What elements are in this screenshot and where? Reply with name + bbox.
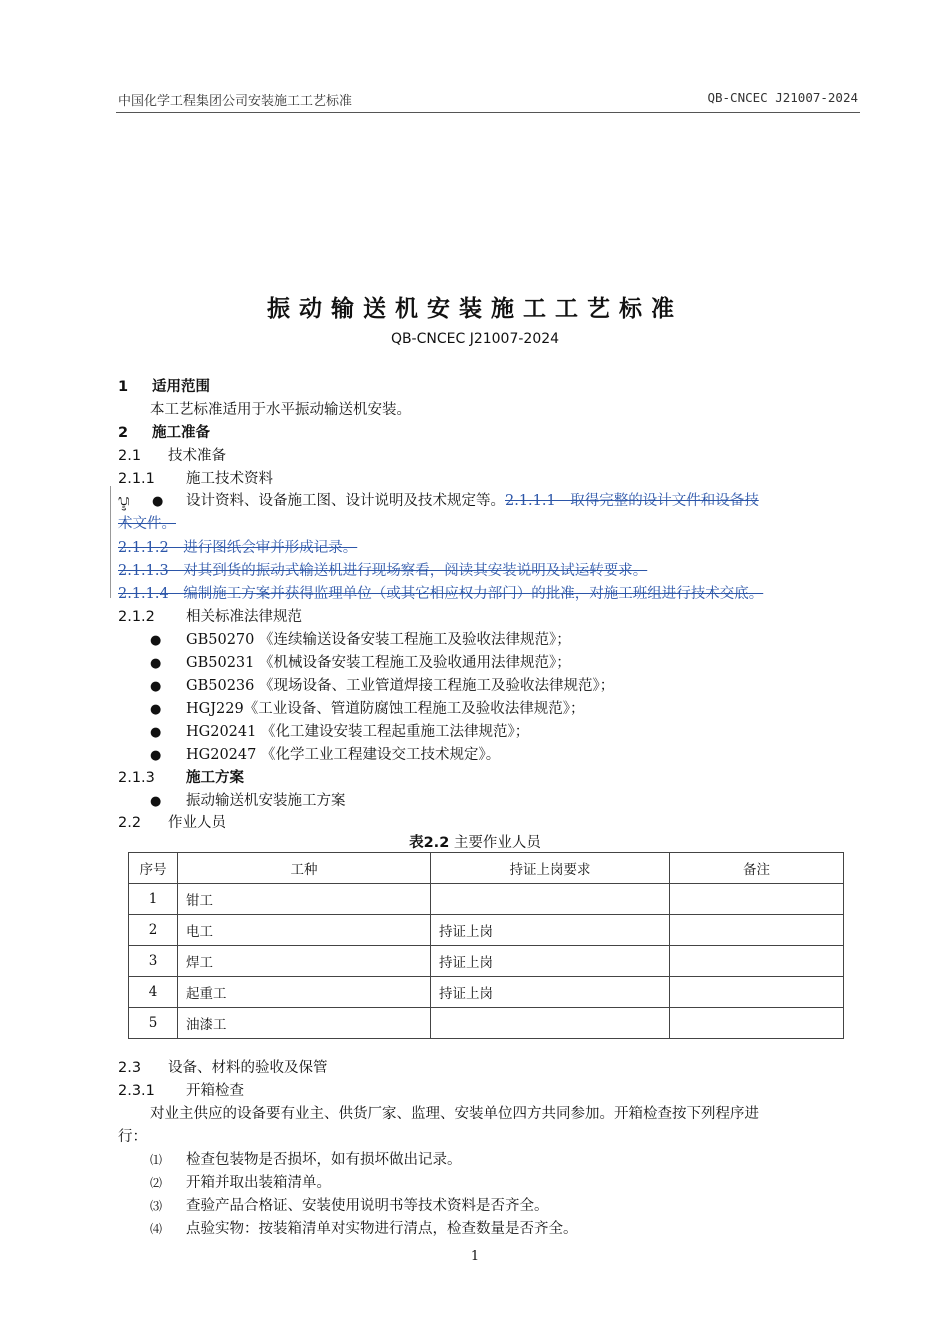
column-header: 工种 <box>178 853 431 884</box>
tech-item: ᬋ ● 设计资料、设备施工图、设计说明及技术规定等。2.1.1.1 取得完整的设计文件和设备技 <box>118 489 759 516</box>
bullet-icon: ● <box>150 748 162 763</box>
standard-item: ● GB50236 《现场设备、工业管道焊接工程施工及验收法律规范》； <box>150 678 615 694</box>
deleted-text: 2.1.1.4 编制施工方案并获得监理单位（或其它相应权力部门）的批准，对施工班组进行技术交底。 <box>118 586 764 602</box>
section-2-3-1-heading: 2.3.1 开箱检查 <box>118 1083 244 1099</box>
document-title: 振动输送机安装施工工艺标准 <box>267 296 683 322</box>
step-number: ⑵ <box>150 1176 163 1190</box>
bullet-icon: ● <box>150 633 162 648</box>
section-1-text: 本工艺标准适用于水平振动输送机安装。 <box>150 402 411 418</box>
header-left: 中国化学工程集团公司安装施工工艺标准 <box>118 94 353 109</box>
standard-item: ● GB50270 《连续输送设备安装工程施工及验收法律规范》； <box>150 632 571 648</box>
section-2-1-2-heading: 2.1.2 相关标准法律规范 <box>118 609 302 625</box>
procedure-step: ⑴ 检查包装物是否损坏，如有损坏做出记录。 <box>150 1152 462 1168</box>
standard-item: ● HG20241 《化工建设安装工程起重施工法律规范》； <box>150 724 530 740</box>
step-number: ⑴ <box>150 1153 163 1167</box>
section-2-3-heading: 2.3 设备、材料的验收及保管 <box>118 1060 328 1076</box>
table-row: 2 电工 持证上岗 <box>129 915 844 946</box>
table-header-row <box>129 853 844 884</box>
procedure-step: ⑶ 查验产品合格证、安装使用说明书等技术资料是否齐全。 <box>150 1198 549 1214</box>
deleted-text: 2.1.1.2 进行图纸会审并形成记录。 <box>118 540 358 556</box>
header-right: QB-CNCEC J21007-2024 <box>707 90 858 105</box>
document-code: QB-CNCEC J21007-2024 <box>390 331 560 347</box>
table-row: 1 钳工 <box>129 884 844 915</box>
table-caption: 表2.2 主要作业人员 <box>409 835 541 851</box>
personnel-table <box>128 852 844 1039</box>
section-2-1-3-heading: 2.1.3 施工方案 <box>118 770 244 786</box>
bullet-icon: ● <box>150 656 162 671</box>
step-number: ⑶ <box>150 1199 163 1213</box>
procedure-step: ⑵ 开箱并取出装箱清单。 <box>150 1175 331 1191</box>
revision-bar <box>110 486 111 598</box>
standard-item: ● GB50231 《机械设备安装工程施工及验收通用法律规范》； <box>150 655 571 671</box>
table-row: 3 焊工 持证上岗 <box>129 946 844 977</box>
deleted-text: 术文件。 <box>118 516 176 532</box>
bullet-icon: ● <box>150 702 162 717</box>
standard-item: ● HGJ229《工业设备、管道防腐蚀工程施工及验收法律规范》； <box>150 701 585 717</box>
step-number: ⑷ <box>150 1222 163 1236</box>
section-2-heading: 2 施工准备 <box>118 425 210 441</box>
section-2-1-1-heading: 2.1.1 施工技术资料 <box>118 471 273 487</box>
paragraph-line: 行： <box>118 1129 147 1145</box>
paragraph-line: 对业主供应的设备要有业主、供货厂家、监理、安装单位四方共同参加。开箱检查按下列程序进 <box>150 1106 759 1122</box>
column-header: 序号 <box>129 853 178 884</box>
table-row: 5 油漆工 <box>129 1008 844 1039</box>
deleted-text: 2.1.1.3 对其到货的振动式输送机进行现场察看，阅读其安装说明及试运转要求。 <box>118 563 648 579</box>
bullet-icon: ● <box>150 679 162 694</box>
bullet-icon: ● <box>150 725 162 740</box>
deleted-text: 2.1.1.1 取得完整的设计文件和设备技 <box>505 493 759 509</box>
section-1-heading: 1 适用范围 <box>118 379 210 395</box>
revision-mark-icon: ᬋ <box>118 493 130 509</box>
table-row: 4 起重工 持证上岗 <box>129 977 844 1008</box>
procedure-step: ⑷ 点验实物：按装箱清单对实物进行清点，检查数量是否齐全。 <box>150 1221 578 1237</box>
standard-item: ● HG20247 《化学工业工程建设交工技术规定》。 <box>150 747 501 763</box>
section-2-2-heading: 2.2 作业人员 <box>118 815 226 831</box>
bullet-icon: ● <box>152 494 164 509</box>
column-header: 持证上岗要求 <box>431 853 670 884</box>
bullet-icon: ● <box>150 794 162 809</box>
header-rule <box>116 112 860 113</box>
plan-item: ● 振动输送机安装施工方案 <box>150 793 346 809</box>
page-number: 1 <box>470 1249 480 1264</box>
section-2-1-heading: 2.1 技术准备 <box>118 448 226 464</box>
column-header: 备注 <box>670 853 844 884</box>
